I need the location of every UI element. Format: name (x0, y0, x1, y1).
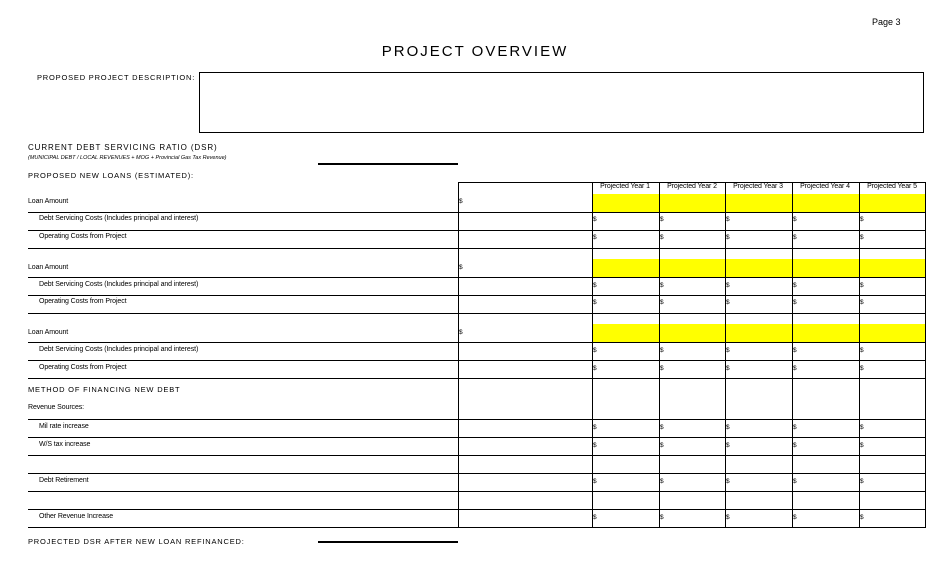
year-header-4: Projected Year 4 (800, 183, 850, 190)
table-rule (28, 212, 925, 213)
year-2-cell[interactable]: $ (660, 365, 664, 372)
loan-amount-cell[interactable]: $ (459, 198, 463, 205)
table-rule (28, 313, 925, 314)
debt-servicing-label: Debt Servicing Costs (Includes principal and interest) (39, 346, 199, 353)
year-2-cell[interactable]: $ (660, 478, 664, 485)
year-2-cell[interactable]: $ (660, 216, 664, 223)
table-rule (28, 527, 925, 528)
page-number: Page 3 (872, 17, 901, 27)
loan-amount-highlight (592, 324, 925, 342)
year-5-cell[interactable]: $ (860, 514, 864, 521)
table-rule (28, 248, 925, 249)
loan-amount-cell[interactable]: $ (459, 264, 463, 271)
revenue-sources-label: Revenue Sources: (28, 404, 84, 411)
year-4-cell[interactable]: $ (793, 424, 797, 431)
year-3-cell[interactable]: $ (726, 365, 730, 372)
operating-costs-label: Operating Costs from Project (39, 298, 127, 305)
table-rule (28, 230, 925, 231)
year-5-cell[interactable]: $ (860, 299, 864, 306)
year-4-cell[interactable]: $ (793, 234, 797, 241)
loan-amount-label: Loan Amount (28, 329, 69, 336)
year-4-cell[interactable]: $ (793, 299, 797, 306)
year-1-cell[interactable]: $ (593, 514, 597, 521)
operating-costs-label: Operating Costs from Project (39, 233, 127, 240)
table-rule (28, 491, 925, 492)
year-5-cell[interactable]: $ (860, 442, 864, 449)
table-rule (28, 473, 925, 474)
year-header-1: Projected Year 1 (600, 183, 650, 190)
year-5-cell[interactable]: $ (860, 347, 864, 354)
year-5-cell[interactable]: $ (860, 234, 864, 241)
year-3-cell[interactable]: $ (726, 216, 730, 223)
table-rule (28, 378, 925, 379)
year-1-cell[interactable]: $ (593, 365, 597, 372)
year-5-cell[interactable]: $ (860, 365, 864, 372)
year-header-2: Projected Year 2 (667, 183, 717, 190)
page-title: PROJECT OVERVIEW (381, 43, 569, 60)
year-1-cell[interactable]: $ (593, 478, 597, 485)
ws-tax-label: W/S tax increase (39, 441, 91, 448)
year-4-cell[interactable]: $ (793, 442, 797, 449)
table-rule (28, 360, 925, 361)
year-4-cell[interactable]: $ (793, 365, 797, 372)
year-2-cell[interactable]: $ (660, 234, 664, 241)
table-rule (28, 419, 925, 420)
year-5-cell[interactable]: $ (860, 216, 864, 223)
loan-amount-cell[interactable]: $ (459, 329, 463, 336)
loan-amount-highlight (592, 259, 925, 277)
year-3-cell[interactable]: $ (726, 514, 730, 521)
year-1-cell[interactable]: $ (593, 282, 597, 289)
year-2-cell[interactable]: $ (660, 514, 664, 521)
table-rule (28, 277, 925, 278)
year-1-cell[interactable]: $ (593, 216, 597, 223)
loan-amount-label: Loan Amount (28, 264, 69, 271)
loan-amount-highlight (592, 194, 925, 212)
mill-rate-label: Mil rate increase (39, 423, 89, 430)
table-column-rule (458, 182, 459, 528)
table-column-rule (925, 182, 926, 528)
year-3-cell[interactable]: $ (726, 442, 730, 449)
year-2-cell[interactable]: $ (660, 442, 664, 449)
table-rule (28, 509, 925, 510)
year-1-cell[interactable]: $ (593, 347, 597, 354)
year-2-cell[interactable]: $ (660, 347, 664, 354)
year-1-cell[interactable]: $ (593, 234, 597, 241)
year-3-cell[interactable]: $ (726, 234, 730, 241)
operating-costs-label: Operating Costs from Project (39, 364, 127, 371)
table-rule (28, 342, 925, 343)
financing-label: METHOD OF FINANCING NEW DEBT (28, 385, 181, 394)
loan-amount-label: Loan Amount (28, 198, 69, 205)
table-rule (28, 437, 925, 438)
year-5-cell[interactable]: $ (860, 424, 864, 431)
year-3-cell[interactable]: $ (726, 282, 730, 289)
year-2-cell[interactable]: $ (660, 424, 664, 431)
table-rule (28, 455, 925, 456)
description-label: PROPOSED PROJECT DESCRIPTION: (37, 73, 196, 82)
year-3-cell[interactable]: $ (726, 424, 730, 431)
year-1-cell[interactable]: $ (593, 299, 597, 306)
projected-dsr-field[interactable] (318, 541, 458, 543)
debt-retirement-label: Debt Retirement (39, 477, 89, 484)
year-4-cell[interactable]: $ (793, 347, 797, 354)
projected-dsr-label: PROJECTED DSR AFTER NEW LOAN REFINANCED: (28, 537, 245, 546)
year-2-cell[interactable]: $ (660, 282, 664, 289)
dsr-value-field[interactable] (318, 163, 458, 165)
year-3-cell[interactable]: $ (726, 299, 730, 306)
dsr-sublabel: (MUNICIPAL DEBT / LOCAL REVENUES + MOG + Provincial Gas Tax Revenue) (28, 155, 227, 161)
year-5-cell[interactable]: $ (860, 282, 864, 289)
description-field[interactable] (199, 72, 924, 133)
year-header-5: Projected Year 5 (867, 183, 917, 190)
debt-servicing-label: Debt Servicing Costs (Includes principal and interest) (39, 215, 199, 222)
year-1-cell[interactable]: $ (593, 424, 597, 431)
year-3-cell[interactable]: $ (726, 347, 730, 354)
year-4-cell[interactable]: $ (793, 216, 797, 223)
year-3-cell[interactable]: $ (726, 478, 730, 485)
other-revenue-label: Other Revenue Increase (39, 513, 114, 520)
year-4-cell[interactable]: $ (793, 282, 797, 289)
table-rule (28, 295, 925, 296)
year-1-cell[interactable]: $ (593, 442, 597, 449)
year-5-cell[interactable]: $ (860, 478, 864, 485)
year-header-3: Projected Year 3 (733, 183, 783, 190)
year-2-cell[interactable]: $ (660, 299, 664, 306)
dsr-label: CURRENT DEBT SERVICING RATIO (DSR) (28, 143, 218, 152)
debt-servicing-label: Debt Servicing Costs (Includes principal and interest) (39, 281, 199, 288)
loans-label: PROPOSED NEW LOANS (ESTIMATED): (28, 171, 194, 180)
year-4-cell[interactable]: $ (793, 478, 797, 485)
year-4-cell[interactable]: $ (793, 514, 797, 521)
